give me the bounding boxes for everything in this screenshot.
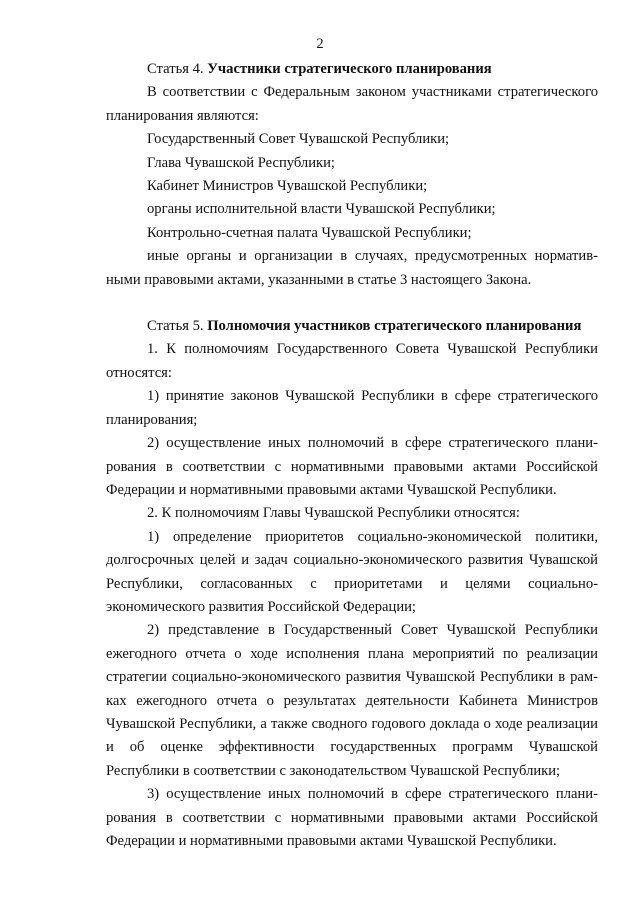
article-4-item: Государственный Совет Чувашской Республики;	[147, 131, 450, 148]
article-5-paragraph: 2) осуществление иных полномочий в сфере стратегического планирования в соответствии с нормативными правовыми актами Российской Федерации и нормативными правовыми актами Чувашской Республики.	[106, 435, 598, 498]
article-4-item: Глава Чувашской Республики;	[147, 154, 335, 171]
article-5-heading	[106, 315, 598, 338]
article-5-paragraph: 3) осуществление иных полномочий в сфере стратегического планирования в соответствии с нормативными правовыми актами Российской Федерации и нормативными правовыми актами Чувашской Республики.	[106, 786, 598, 849]
article-5-paragraph: 2) представление в Государственный Совет Чувашской Республики ежегодного отчета о ходе исполнения плана мероприятий по реализации стратегии социально-экономического развития Чувашской Республики в рамках ежегодного отчета о результатах деятельности Кабинета Министров Чувашской Республики, а также сводного годового доклада о ходе реализации и об оценке эффективности государственных программ Чувашской Республики в соответствии с законодательством Чувашской Республики;	[106, 622, 598, 779]
article-4-heading	[106, 58, 598, 81]
article-4-label: Статья 4.	[147, 61, 204, 77]
page-number: 2	[316, 36, 324, 52]
section-spacer	[106, 292, 598, 315]
article-4-item: Контрольно-счетная палата Чувашской Республики;	[147, 224, 472, 241]
article-4-title: Участники стратегического планирования	[207, 61, 492, 77]
article-5-paragraph: 2. К полномочиям Главы Чувашской Республики относятся:	[147, 505, 520, 522]
article-5-paragraph: 1) определение приоритетов социально-экономической политики, долгосрочных целей и задач социально-экономического развития Чувашской Республики, согласованных с приоритетами и целями социально-экономического развития Российской Федерации;	[106, 528, 598, 615]
article-5-label: Статья 5.	[147, 318, 204, 335]
article-4-intro: В соответствии с Федеральным законом участниками стратегического планирования являются:	[106, 84, 598, 124]
document-body	[106, 58, 598, 853]
article-5-title: Полномочия участников стратегического планирования	[207, 318, 582, 335]
article-5-paragraph: 1. К полномочиям Государственного Совета Чувашской Республики относятся:	[106, 341, 598, 381]
article-5-paragraph: 1) принятие законов Чувашской Республики в сфере стратегического планирования;	[106, 388, 598, 428]
article-4-item: органы исполнительной власти Чувашской Республики;	[147, 201, 496, 218]
article-4-item: Кабинет Министров Чувашской Республики;	[147, 178, 428, 195]
article-4-item: иные органы и организации в случаях, предусмотренных нормативными правовыми актами, указанными в статье 3 настоящего Закона.	[106, 248, 598, 288]
